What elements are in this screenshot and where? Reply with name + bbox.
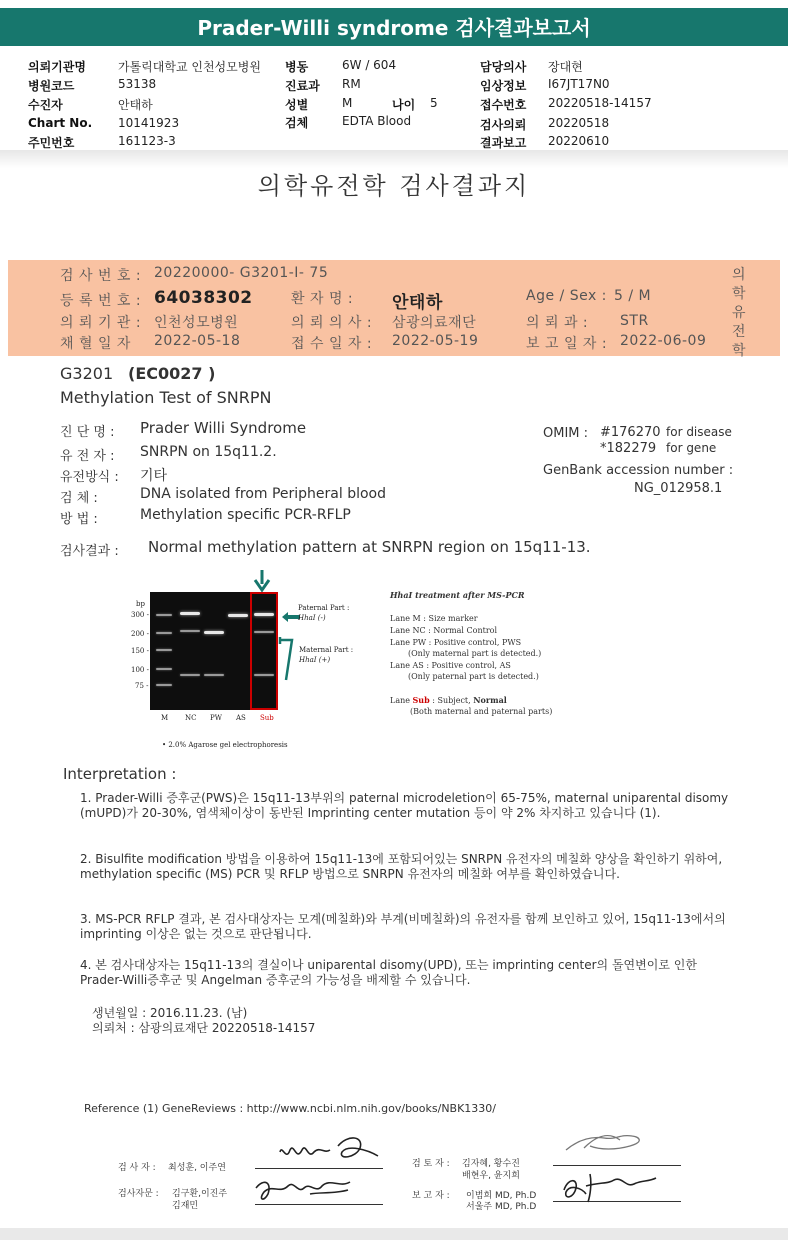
reporter-1: 이범희 MD, Ph.D: [466, 1191, 537, 1201]
patient-name: 안태하: [392, 293, 443, 313]
reviewer-2: 배현우, 윤지희: [462, 1171, 520, 1181]
org-label: 의 뢰 기 관 :: [60, 315, 142, 331]
age-label: 나이: [392, 98, 416, 112]
report-title-bar: [0, 8, 788, 46]
diagnosis: Prader Willi Syndrome: [140, 419, 307, 437]
gel-footnote: • 2.0% Agarose gel electrophoresis: [162, 741, 288, 749]
result-text: Normal methylation pattern at SNRPN region on 15q11-13.: [148, 538, 591, 556]
marker-label: 150 -: [131, 647, 149, 655]
report-date-label: 보 고 일 자 :: [526, 336, 608, 352]
interpretation-title: Interpretation :: [63, 765, 177, 783]
gene-label: 유 전 자 :: [60, 449, 115, 464]
age-value: 5: [430, 96, 438, 110]
report-date: 2022-06-09: [620, 333, 707, 349]
genbank-label: GenBank accession number :: [543, 463, 734, 478]
omim-gene-note: for gene: [666, 441, 717, 455]
age-sex-label: Age / Sex :: [526, 288, 607, 304]
legend-line: Lane AS : Positive control, AS: [390, 661, 511, 670]
gel-band: [156, 668, 172, 670]
gel-band: [156, 632, 172, 634]
header-value: 20220518-14157: [548, 96, 652, 110]
lane-label: Sub: [260, 714, 274, 722]
header-label: 수진자: [28, 98, 63, 112]
header-label: 의뢰기관명: [28, 60, 86, 74]
marker-label: 75 -: [135, 682, 149, 690]
birth-date: 생년월일 : 2016.11.23. (남): [92, 1006, 248, 1020]
patient-label: 환 자 명 :: [291, 291, 354, 307]
test-code-ec: (EC0027 ): [128, 364, 216, 383]
interpretation-item: 1. Prader-Willi 증후군(PWS)은 15q11-13부위의 paternal microdeletion이 65-75%, maternal uniparental disomy (mUPD)가 20-30%, 염색체이상이 동반된 Imprinting center mutation 등이 약 2% 차지하고 있습니다 (1).: [80, 791, 729, 820]
inherit: 기타: [140, 468, 168, 484]
dept-label: 의 뢰 과 :: [526, 315, 589, 331]
gel-band: [156, 649, 172, 651]
gel-band: [228, 614, 248, 617]
omim-disease: #176270: [600, 425, 661, 440]
interpretation-item: 4. 본 검사대상자는 15q11-13의 결실이나 uniparental disomy(UPD), 또는 imprinting center의 돌연변이로 인한 Prader-Willi증후군 및 Angelman 증후군의 가능성을 배제할 수 있습니다.: [80, 958, 697, 987]
header-label: 병원코드: [28, 79, 75, 93]
side-char: 전: [732, 324, 747, 340]
header-value: EDTA Blood: [342, 114, 412, 128]
header-value: 20220610: [548, 134, 610, 148]
lane-label: NC: [185, 714, 197, 722]
draw-date: 2022-05-18: [154, 333, 241, 349]
legend-line: (Only maternal part is detected.): [408, 649, 542, 658]
reviewer-label: 검 토 자 :: [412, 1159, 450, 1169]
document-title: 의학유전학 검사결과지: [257, 172, 531, 200]
reg-no: 64038302: [154, 288, 253, 308]
inherit-label: 유전방식 :: [60, 470, 119, 485]
advisor-label: 검사자문 :: [118, 1189, 159, 1199]
header-value: 161123-3: [118, 134, 176, 148]
genbank-accession: NG_012958.1: [634, 481, 723, 496]
legend-line: Lane PW : Positive control, PWS: [390, 638, 522, 647]
doctor: 삼광의료재단: [392, 315, 477, 331]
reg-no-label: 등 록 번 호 :: [60, 293, 142, 309]
header-value: 안태하: [118, 98, 153, 112]
lane-label: AS: [236, 714, 246, 722]
legend-line: Lane M : Size marker: [390, 614, 478, 623]
header-value: 53138: [118, 77, 157, 91]
exam-no: 20220000- G3201-I- 75: [154, 265, 329, 281]
reporter-2: 서울주 MD, Ph.D: [466, 1202, 537, 1212]
header-label: 병동: [285, 60, 309, 74]
header-value: 장대현: [548, 60, 583, 74]
down-arrow-icon: [253, 570, 271, 592]
advisor-signature-icon: [250, 1172, 370, 1208]
legend-title: HhaI treatment after MS-PCR: [390, 590, 525, 600]
org: 인천성모병원: [154, 315, 239, 331]
side-char: 의: [732, 267, 747, 283]
interpretation-item: 2. Bisulfite modification 방법을 이용하여 15q11-13에 포함되어있는 SNRPN 유전자의 메칠화 양상을 확인하기 위하여, methylation specific (MS) PCR 및 RFLP 방법으로 SNRPN 유전자의 메칠화 여부를 확인하였습니다.: [80, 852, 723, 881]
header-value: RM: [342, 77, 361, 91]
header-label: 임상정보: [480, 79, 527, 93]
omim-gene: *182279: [600, 441, 657, 456]
header-label: 성별: [285, 98, 309, 112]
method: Methylation specific PCR-RFLP: [140, 507, 351, 523]
method-label: 방 법 :: [60, 512, 98, 527]
gel-band: [204, 674, 224, 676]
bracket-arrow-icon: [278, 636, 300, 684]
maternal-sub: HhaI (+): [299, 656, 331, 664]
result-label: 검사결과 :: [60, 544, 119, 559]
doctor-label: 의 뢰 의 사 :: [291, 315, 373, 331]
test-name: Methylation Test of SNRPN: [60, 388, 272, 407]
marker-label: 200 -: [131, 630, 149, 638]
advisor-2: 김재민: [172, 1201, 199, 1211]
legend-line: (Both maternal and paternal parts): [410, 707, 553, 716]
advisor-1: 김구환,이진주: [172, 1189, 228, 1199]
draw-date-label: 채 혈 일 자: [60, 336, 131, 352]
paternal-title: Paternal Part :: [298, 604, 350, 612]
patient-info-box: [8, 260, 780, 359]
examiner: 최성훈, 이주연: [168, 1163, 226, 1173]
gel-band: [180, 630, 200, 632]
gel-image: [150, 592, 278, 710]
exam-no-label: 검 사 번 호 :: [60, 268, 142, 284]
header-value: 가톨릭대학교 인천성모병원: [118, 60, 261, 74]
recv-date: 2022-05-19: [392, 333, 479, 349]
header-label: 검사의뢰: [480, 118, 527, 132]
requester: 의뢰처 : 삼광의료재단 20220518-14157: [92, 1021, 316, 1035]
header-label: Chart No.: [28, 116, 93, 130]
header-label: 주민번호: [28, 136, 75, 150]
specimen: DNA isolated from Peripheral blood: [140, 486, 387, 502]
header-label: 진료과: [285, 79, 320, 93]
paternal-sub: HhaI (-): [298, 614, 326, 622]
subject-lane-highlight: [250, 592, 278, 710]
bp-label: bp: [136, 600, 145, 608]
lane-label: PW: [210, 714, 222, 722]
side-char: 학: [732, 286, 747, 302]
test-code: G3201: [60, 364, 114, 383]
legend-line: (Only paternal part is detected.): [408, 672, 539, 681]
header-label: 담당의사: [480, 60, 527, 74]
gel-band: [156, 614, 172, 616]
header-value: M: [342, 96, 353, 110]
examiner-signature-icon: [268, 1132, 388, 1172]
legend-sub-line: Lane Sub : Subject, Normal: [390, 695, 507, 705]
dept: STR: [620, 313, 649, 329]
recv-date-label: 접 수 일 자 :: [291, 336, 373, 352]
signature-line: [553, 1165, 681, 1166]
report-title: Prader-Willi syndrome 검사결과보고서: [197, 16, 591, 40]
omim-label: OMIM :: [543, 426, 589, 441]
reviewer-1: 김자혜, 황수진: [462, 1159, 520, 1169]
header-label: 검체: [285, 116, 309, 130]
examiner-label: 검 사 자 :: [118, 1163, 156, 1173]
interpretation-item: 3. MS-PCR RFLP 결과, 본 검사대상자는 모계(메칠화)와 부계(비메칠화)의 유전자를 함께 보인하고 있어, 15q11-13에서의 imprinting 이상은 없는 것으로 판단됩니다.: [80, 912, 726, 941]
gel-band: [156, 684, 172, 686]
specimen-label: 검 체 :: [60, 491, 98, 506]
gene: SNRPN on 15q11.2.: [140, 444, 277, 460]
reporter-signature-icon: [556, 1170, 666, 1206]
header-value: 6W / 604: [342, 58, 397, 72]
side-char: 학: [732, 343, 747, 359]
reference: Reference (1) GeneReviews : http://www.ncbi.nlm.nih.gov/books/NBK1330/: [84, 1102, 497, 1115]
reviewer-signature-icon: [560, 1128, 650, 1158]
header-label: 접수번호: [480, 98, 527, 112]
header-value: 10141923: [118, 116, 180, 130]
diagnosis-label: 진 단 명 :: [60, 425, 115, 440]
marker-label: 300 -: [131, 611, 149, 619]
header-value: 20220518: [548, 116, 610, 130]
gel-band: [180, 674, 200, 676]
legend-line: Lane NC : Normal Control: [390, 626, 498, 635]
maternal-title: Maternal Part :: [299, 646, 354, 654]
header-label: 결과보고: [480, 136, 527, 150]
footer-strip: [0, 1228, 788, 1240]
header-value: I67JT17N0: [548, 77, 610, 91]
reporter-label: 보 고 자 :: [412, 1191, 450, 1201]
lane-label: M: [161, 714, 169, 722]
omim-disease-note: for disease: [666, 425, 732, 439]
gel-band: [180, 612, 200, 615]
side-char: 유: [732, 305, 747, 321]
gel-band: [204, 631, 224, 634]
marker-label: 100 -: [131, 666, 149, 674]
age-sex: 5 / M: [614, 288, 652, 304]
